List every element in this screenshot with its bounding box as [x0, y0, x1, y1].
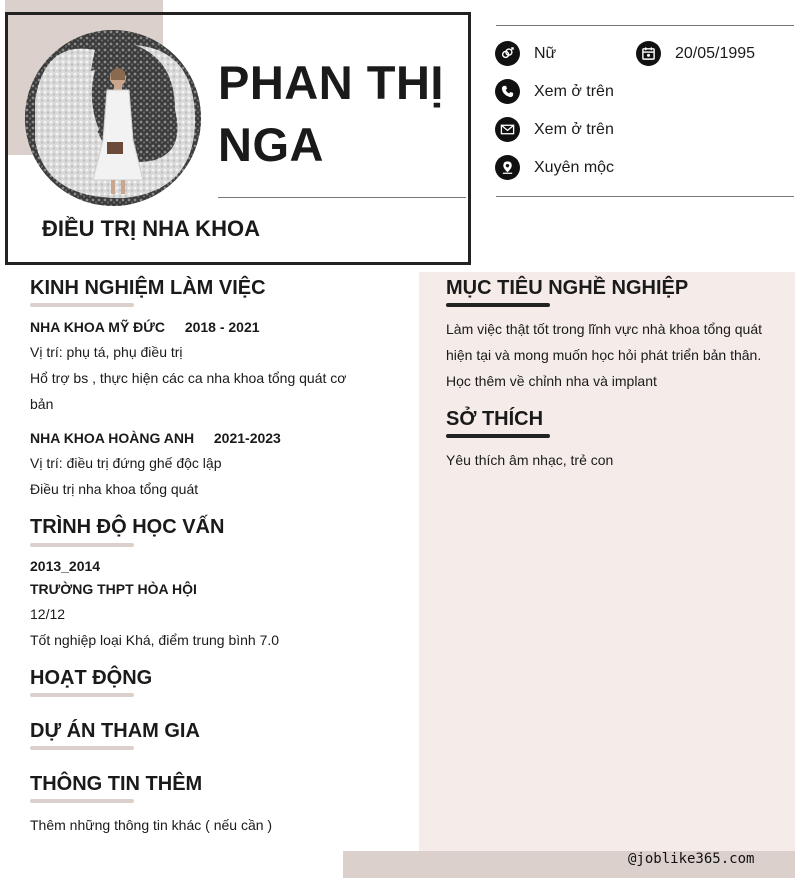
- more-info-underline: [30, 799, 134, 803]
- phone-value: Xem ở trên: [534, 82, 614, 100]
- gender-value: Nữ: [534, 44, 557, 62]
- objective-underline: [446, 303, 550, 307]
- education-school: TRƯỜNG THPT HÒA HỘI: [30, 581, 197, 597]
- birthday-value: 20/05/1995: [675, 44, 756, 62]
- projects-heading: DỰ ÁN THAM GIA: [30, 720, 200, 742]
- job-2-years: 2021-2023: [213, 430, 281, 446]
- more-info-text: Thêm những thông tin khác ( nếu cần ): [30, 817, 273, 833]
- job-1-header: [30, 318, 260, 336]
- job-1-position: Vị trí: phụ tá, phụ điều trị: [30, 344, 183, 360]
- job-2-header: [30, 429, 281, 447]
- experience-underline: [30, 303, 134, 307]
- hobbies-underline: [446, 434, 550, 438]
- contact-phone: [495, 79, 614, 104]
- contact-gender: [495, 41, 556, 66]
- education-period: 2013_2014: [30, 558, 101, 574]
- objective-line-3: Học thêm về chỉnh nha và implant: [446, 373, 657, 389]
- contact-email: [495, 117, 614, 142]
- contact-bottom-divider: [496, 196, 794, 197]
- objective-line-2: hiện tại và mong muốn học hỏi phát triển bản thân.: [446, 347, 762, 363]
- footer-watermark: @joblike365.com: [628, 851, 755, 867]
- objective-heading: MỤC TIÊU NGHỀ NGHIỆP: [446, 277, 689, 299]
- education-heading: TRÌNH ĐỘ HỌC VẤN: [30, 516, 225, 538]
- job-1-desc-line-2: bản: [30, 396, 54, 412]
- email-value: Xem ở trên: [534, 120, 614, 138]
- gender-icon: [495, 41, 520, 66]
- phone-icon: [495, 79, 520, 104]
- job-title: ĐIỀU TRỊ NHA KHOA: [42, 216, 260, 241]
- job-1-desc-line-1: Hổ trợ bs , thực hiện các ca nha khoa tổng quát cơ: [30, 370, 347, 386]
- address-value: Xuyên mộc: [534, 158, 615, 176]
- avatar: [25, 30, 201, 206]
- contact-address: [495, 155, 614, 180]
- education-underline: [30, 543, 134, 547]
- job-2-desc-line-1: Điều trị nha khoa tổng quát: [30, 481, 199, 497]
- job-1-company: NHA KHOA MỸ ĐỨC: [30, 319, 166, 335]
- contact-top-divider: [496, 25, 794, 26]
- more-info-heading: THÔNG TIN THÊM: [30, 773, 203, 795]
- activities-underline: [30, 693, 134, 697]
- experience-heading: KINH NGHIỆM LÀM VIỆC: [30, 277, 266, 299]
- name-divider: [218, 197, 466, 198]
- education-result: Tốt nghiệp loại Khá, điểm trung bình 7.0: [30, 632, 280, 648]
- candidate-name: [218, 52, 458, 176]
- job-2-position: Vị trí: điều trị đứng ghế độc lập: [30, 455, 222, 471]
- job-2-company: NHA KHOA HOÀNG ANH: [30, 430, 195, 446]
- name-line-1: PHAN THỊ: [218, 56, 444, 109]
- calendar-icon: [636, 41, 661, 66]
- hobbies-heading: SỞ THÍCH: [446, 408, 544, 430]
- email-icon: [495, 117, 520, 142]
- name-line-2: NGA: [218, 118, 324, 171]
- contact-birthday: [636, 41, 755, 66]
- projects-underline: [30, 746, 134, 750]
- avatar-photo: [25, 30, 201, 206]
- location-icon: [495, 155, 520, 180]
- hobbies-text: Yêu thích âm nhạc, trẻ con: [446, 452, 614, 468]
- activities-heading: HOẠT ĐỘNG: [30, 667, 153, 689]
- education-grade: 12/12: [30, 606, 66, 622]
- objective-line-1: Làm việc thật tốt trong lĩnh vực nhà khoa tổng quát: [446, 321, 763, 337]
- job-1-years: 2018 - 2021: [184, 319, 260, 335]
